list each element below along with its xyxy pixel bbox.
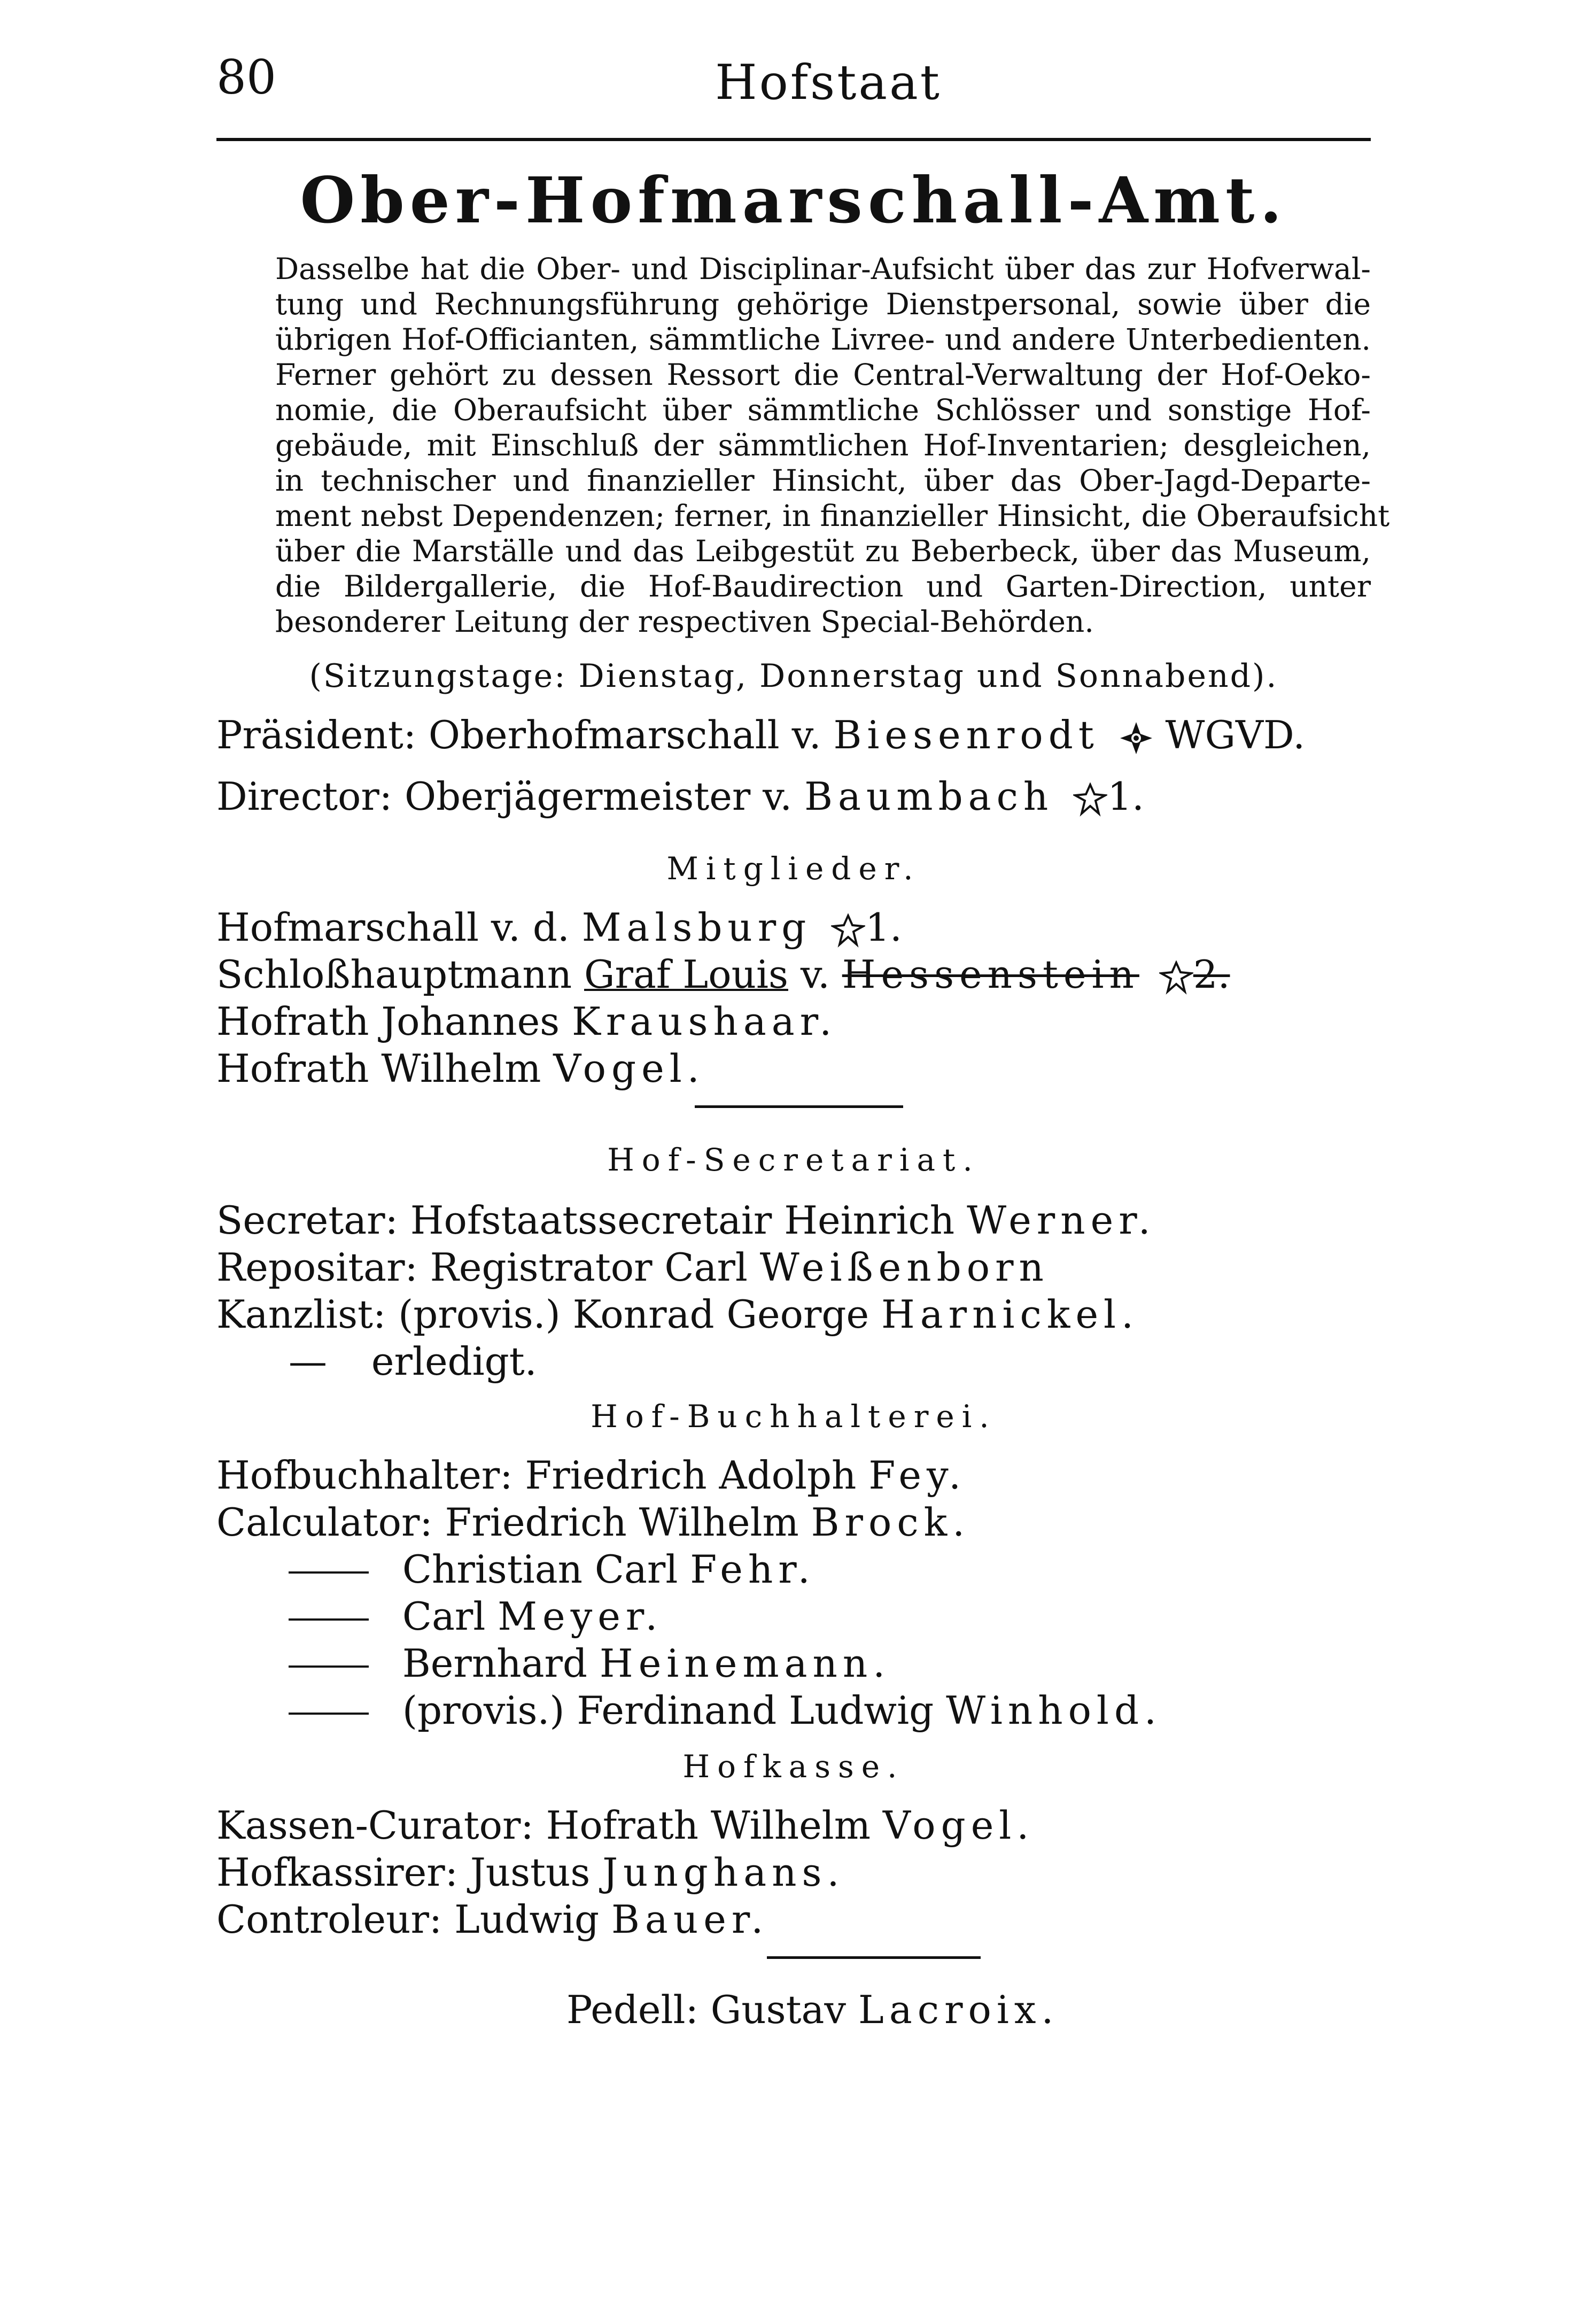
paragraph-line: Ferner gehört zu dessen Ressort die Central-Verwaltung der Hof-Oeko-	[275, 358, 1371, 392]
paragraph-line: gebäude, mit Einschluß der sämmtlichen Hof-Inventarien; desgleichen,	[275, 428, 1371, 462]
member-order: 2.	[1193, 952, 1230, 997]
president-order: WGVD.	[1165, 712, 1306, 757]
role-label: Calculator:	[216, 1500, 433, 1545]
member-row	[216, 997, 837, 1045]
person-surname: Werner.	[967, 1198, 1156, 1243]
role-label: Hofbuchhalter:	[216, 1453, 513, 1498]
member-prefix: Schloßhauptmann	[216, 952, 572, 997]
session-days: (Sitzungstage: Dienstag, Donnerstag und Sonnabend).	[309, 657, 1278, 695]
description-paragraph	[275, 251, 1390, 639]
director-order: 1.	[1107, 774, 1144, 819]
person-name: (provis.) Konrad George	[398, 1292, 869, 1337]
member-surname: Vogel.	[553, 1046, 705, 1091]
secretariat-row	[289, 1337, 537, 1385]
person-surname: Heinemann.	[599, 1641, 891, 1686]
person-surname: Harnickel.	[881, 1292, 1139, 1337]
member-struck-text: Graf Louis	[584, 952, 788, 997]
member-prefix: Hofrath Wilhelm	[216, 1046, 541, 1091]
section-title: Ober-Hofmarschall-Amt.	[300, 163, 1287, 237]
paragraph-line: Dasselbe hat die Ober- und Disciplinar-Aufsicht über das zur Hofverwal-	[275, 252, 1371, 286]
header-rule	[216, 138, 1371, 141]
ditto-rule	[289, 1665, 369, 1668]
page-number: 80	[216, 50, 276, 105]
member-row	[216, 1044, 705, 1093]
person-name: Justus	[470, 1850, 591, 1895]
president-label: Präsident:	[216, 712, 417, 757]
paragraph-line: nomie, die Oberaufsicht über sämmtliche Schlösser und sonstige Hof-	[275, 393, 1371, 427]
director-row	[216, 772, 1144, 820]
person-name: Hofstaatssecretair Heinrich	[410, 1198, 955, 1243]
running-head: Hofstaat	[715, 55, 942, 111]
ditto-rule	[289, 1713, 369, 1715]
person-surname: Brock.	[811, 1500, 970, 1545]
member-prefix: Hofrath Johannes	[216, 999, 560, 1044]
person-surname: Winhold.	[946, 1688, 1162, 1733]
person-surname: Bauer.	[611, 1897, 769, 1942]
person-name: Registrator Carl	[430, 1245, 748, 1290]
accounting-row	[216, 1451, 966, 1499]
treasury-row	[216, 1801, 1034, 1849]
secretariat-heading: Hof-Secretariat.	[607, 1142, 980, 1178]
paragraph-line: über die Marställe und das Leibgestüt zu Beberbeck, über das Museum,	[275, 534, 1371, 568]
president-row	[216, 711, 1305, 759]
treasury-row	[216, 1895, 768, 1943]
accounting-row	[289, 1592, 663, 1640]
person-name: Hofrath Wilhelm	[546, 1803, 871, 1848]
role-label: Pedell:	[566, 1987, 698, 2032]
paragraph-line: die Bildergallerie, die Hof-Baudirection und Garten-Direction, unter	[275, 569, 1371, 603]
secretariat-row	[216, 1196, 1156, 1244]
role-label: Kanzlist:	[216, 1292, 386, 1337]
member-surname: Kraushaar.	[572, 999, 837, 1044]
paragraph-line: tung und Rechnungsführung gehörige Dienstpersonal, sowie über die	[275, 287, 1371, 321]
person-name: Christian Carl	[402, 1547, 678, 1592]
person-name: Carl	[402, 1594, 486, 1639]
order-cross-icon	[1073, 783, 1107, 817]
president-surname: Biesenrodt	[833, 712, 1099, 757]
treasury-row	[216, 1848, 844, 1896]
person-surname: Fehr.	[690, 1547, 816, 1592]
president-name: Oberhofmarschall v.	[428, 712, 821, 757]
paragraph-line: besonderer Leitung der respectiven Special-Behörden.	[275, 605, 1094, 639]
person-surname: Vogel.	[882, 1803, 1035, 1848]
members-heading: Mitglieder.	[666, 850, 921, 887]
member-order: 1.	[865, 905, 902, 950]
member-prefix: Hofmarschall v. d.	[216, 905, 570, 950]
role-label: Repositar:	[216, 1245, 418, 1290]
paragraph-line: ment nebst Dependenzen; ferner, in finanzieller Hinsicht, die Oberaufsicht	[275, 499, 1390, 533]
paragraph-line: übrigen Hof-Officianten, sämmtliche Livree- und andere Unterbedienten.	[275, 322, 1371, 357]
person-name: Bernhard	[402, 1641, 588, 1686]
member-row	[216, 903, 902, 951]
person-surname: Lacroix.	[858, 1987, 1059, 2032]
director-name: Oberjägermeister v.	[404, 774, 793, 819]
person-surname: Fey.	[868, 1453, 966, 1498]
section-divider	[695, 1105, 903, 1108]
ditto-rule	[289, 1571, 369, 1574]
member-row	[216, 950, 1230, 998]
accounting-row	[289, 1639, 890, 1687]
ditto-dash: —	[289, 1339, 327, 1384]
order-star-icon	[1119, 721, 1153, 755]
order-cross-icon	[1159, 960, 1193, 995]
person-name: Friedrich Adolph	[525, 1453, 857, 1498]
order-cross-icon	[831, 913, 865, 948]
role-label: Kassen-Curator:	[216, 1803, 534, 1848]
secretariat-row	[216, 1243, 1049, 1291]
secretariat-row	[216, 1290, 1139, 1338]
person-name: Ludwig	[454, 1897, 600, 1942]
member-von: v.	[800, 952, 830, 997]
role-label: Hofkassirer:	[216, 1850, 458, 1895]
section-divider	[767, 1956, 981, 1959]
vacancy-text: erledigt.	[371, 1339, 537, 1384]
person-surname: Weißenborn	[759, 1245, 1049, 1290]
role-label: Controleur:	[216, 1897, 442, 1942]
role-label: Secretar:	[216, 1198, 398, 1243]
person-surname: Meyer.	[498, 1594, 663, 1639]
ditto-rule	[289, 1618, 369, 1621]
accounting-row	[289, 1545, 816, 1593]
paragraph-line: in technischer und finanzieller Hinsicht, über das Ober-Jagd-Departe-	[275, 463, 1371, 498]
treasury-heading: Hofkasse.	[682, 1748, 905, 1785]
person-name: Gustav	[710, 1987, 847, 2032]
member-surname: Hessenstein	[842, 952, 1139, 997]
accounting-row	[216, 1498, 970, 1546]
person-name: (provis.) Ferdinand Ludwig	[402, 1688, 934, 1733]
person-name: Friedrich Wilhelm	[445, 1500, 799, 1545]
pedell-row	[566, 1986, 1059, 2034]
accounting-row	[289, 1686, 1162, 1734]
director-surname: Baumbach	[804, 774, 1054, 819]
person-surname: Junghans.	[602, 1850, 845, 1895]
director-label: Director:	[216, 774, 393, 819]
accounting-heading: Hof-Buchhalterei.	[591, 1398, 997, 1435]
member-surname: Malsburg	[581, 905, 812, 950]
